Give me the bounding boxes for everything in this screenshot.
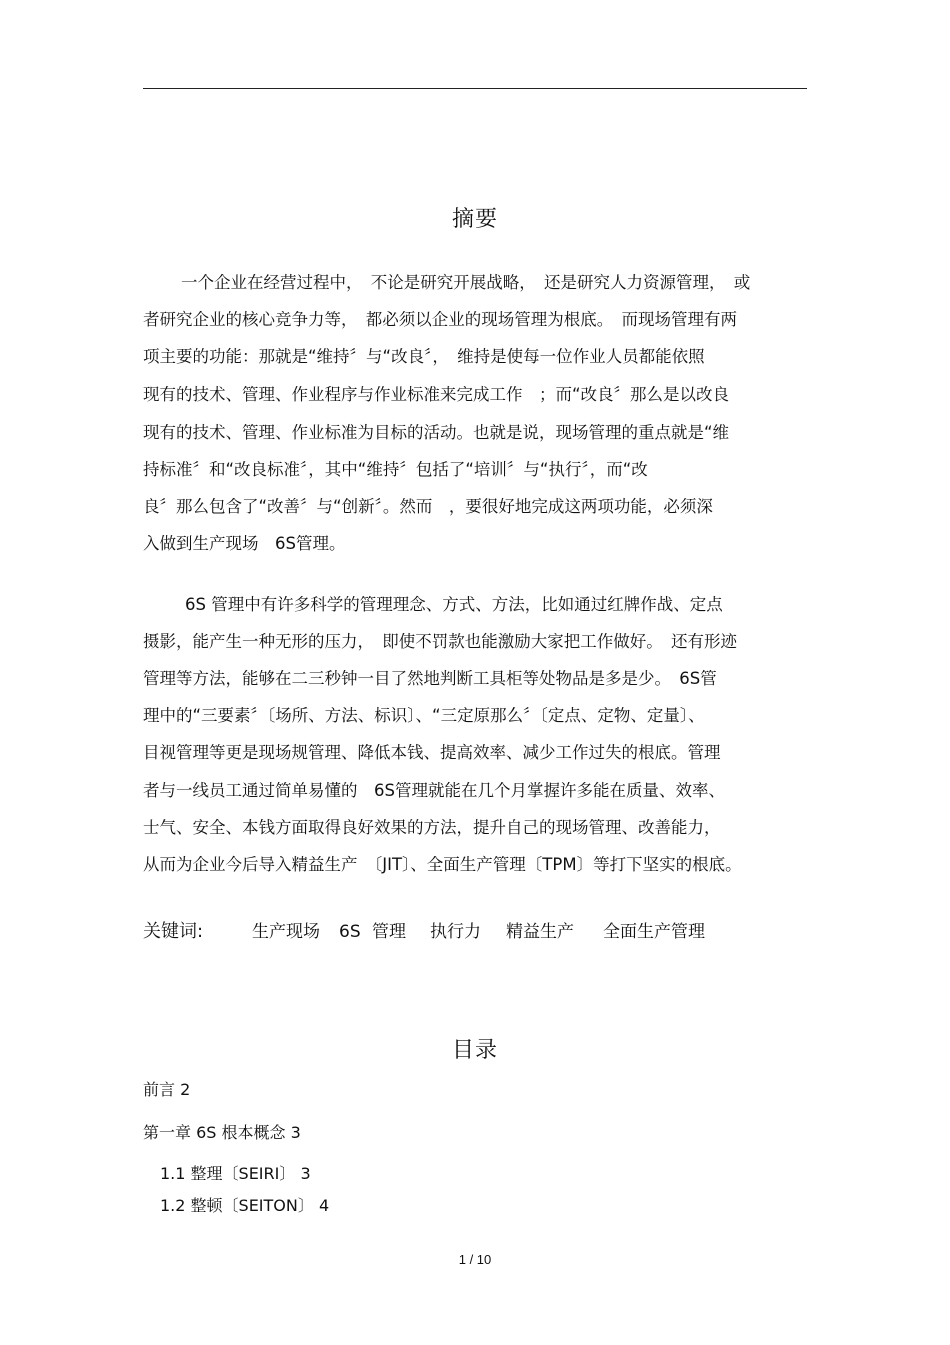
abstract-p2-line-2: 摄影，能产生一种无形的压力， 即使不罚款也能激励大家把工作做好。 还有形迹: [143, 632, 737, 651]
abstract-p2-line-6: 者与一线员工通过简单易懂的 6S管理就能在几个月掌握许多能在质量、效率、: [143, 781, 725, 800]
abstract-p1-line-6: 持标准〞和“改良标准〞，其中“维持〞包括了“培训〞与“执行〞，而“改: [143, 460, 648, 479]
abstract-p1-line-7: 良〞那么包含了“改善〞与“创新〞。然而 ，要很好地完成这两项功能，必须深: [143, 497, 713, 516]
keyword-item: 执行力: [430, 922, 481, 942]
abstract-p1-line-2: 者研究企业的核心竞争力等， 都必须以企业的现场管理为根底。 而现场管理有两: [143, 310, 737, 329]
keyword-item: 生产现场: [252, 922, 320, 942]
abstract-p2-line-3: 管理等方法，能够在二三秒钟一目了然地判断工具柜等处物品是多是少。 6S管: [143, 669, 717, 688]
toc-entry[interactable]: 第一章 6S 根本概念 3: [143, 1123, 301, 1142]
abstract-p1-line-8: 入做到生产现场 6S管理。: [143, 534, 346, 553]
abstract-p2-line-8: 从而为企业今后导入精益生产 〔JIT〕、全面生产管理〔TPM〕等打下坚实的根底。: [143, 855, 742, 874]
keyword-item: 精益生产: [506, 922, 574, 942]
abstract-p1-line-1: 一个企业在经营过程中， 不论是研究开展战略， 还是研究人力资源管理， 或: [181, 273, 751, 292]
keyword-item: 全面生产管理: [603, 922, 705, 942]
abstract-p1-line-3: 项主要的功能：那就是“维持〞与“改良〞， 维持是使每一位作业人员都能依照: [143, 347, 705, 366]
header-rule: [143, 88, 807, 89]
page-number: 1 / 10: [458, 1252, 492, 1267]
abstract-p2-line-1: 6S 管理中有许多科学的管理理念、方式、方法，比如通过红牌作战、定点: [185, 595, 723, 614]
keywords-label: 关键词:: [143, 921, 204, 942]
abstract-p2-line-5: 目视管理等更是现场规管理、降低本钱、提高效率、减少工作过失的根底。管理: [143, 743, 721, 762]
abstract-p2-line-4: 理中的“三要素〞〔场所、方法、标识〕、“三定原那么〞〔定点、定物、定量〕、: [143, 706, 705, 725]
keyword-item: 6S: [339, 922, 361, 942]
keyword-item: 管理: [372, 922, 406, 942]
abstract-p1-line-5: 现有的技术、管理、作业标准为目标的活动。也就是说，现场管理的重点就是“维: [143, 423, 730, 442]
toc-entry[interactable]: 前言 2: [143, 1080, 191, 1099]
toc-title: 目录: [451, 1038, 498, 1063]
toc-entry[interactable]: 1.1 整理〔SEIRI〕 3: [160, 1164, 311, 1183]
abstract-title: 摘要: [451, 207, 498, 232]
toc-entry[interactable]: 1.2 整顿〔SEITON〕 4: [160, 1196, 330, 1215]
abstract-p1-line-4: 现有的技术、管理、作业程序与作业标准来完成工作 ；而“改良〞那么是以改良: [143, 385, 730, 404]
abstract-p2-line-7: 士气、安全、本钱方面取得良好效果的方法，提升自己的现场管理、改善能力，: [143, 818, 721, 837]
